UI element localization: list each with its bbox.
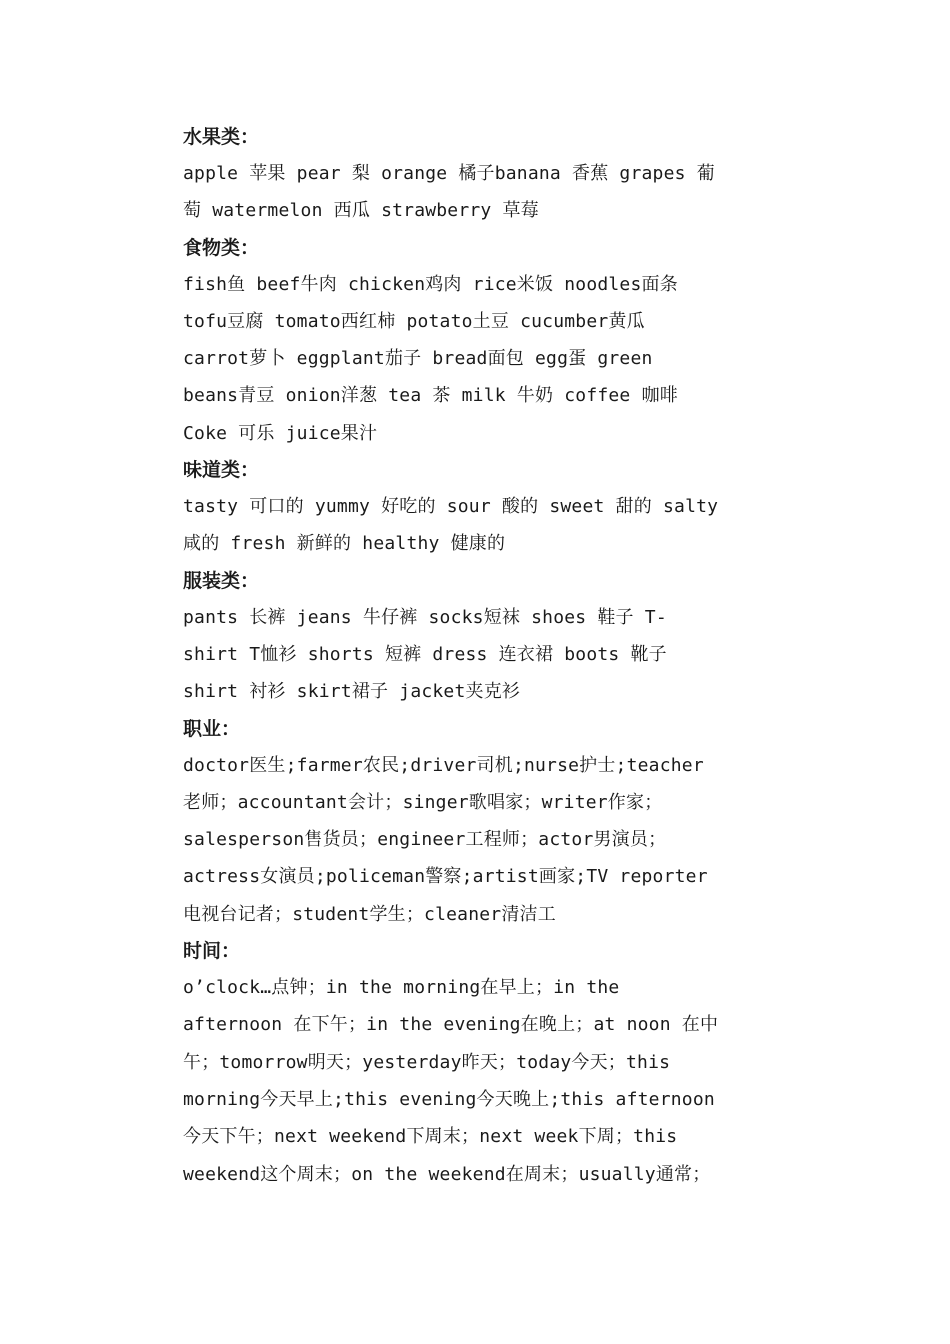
section-occupations xyxy=(183,711,773,933)
section-time xyxy=(183,933,773,1193)
section-clothing xyxy=(183,563,773,711)
text-line: pants 长裤 jeans 牛仔裤 socks短袜 shoes 鞋子 T- xyxy=(183,606,667,628)
text-line: beans青豆 onion洋葱 tea 茶 milk 牛奶 coffee 咖啡 xyxy=(183,385,678,407)
section-fruits xyxy=(183,119,773,230)
text-line: morning今天早上;this evening今天晚上;this afternoon xyxy=(183,1088,715,1110)
text-line: 咸的 fresh 新鲜的 healthy 健康的 xyxy=(183,533,506,555)
section-tastes xyxy=(183,452,773,563)
section-heading: 食物类： xyxy=(183,236,260,259)
text-line: 午；tomorrow明天；yesterday昨天；today今天；this xyxy=(183,1051,671,1073)
text-line: Coke 可乐 juice果汁 xyxy=(183,422,378,444)
text-line: fish鱼 beef牛肉 chicken鸡肉 rice米饭 noodles面条 xyxy=(183,273,678,295)
text-line: weekend这个周末；on the weekend在周末；usually通常； xyxy=(183,1163,711,1185)
section-heading: 职业： xyxy=(183,717,241,740)
text-line: actress女演员;policeman警察;artist画家;TV reporter xyxy=(183,866,708,888)
text-line: shirt 衬衫 skirt裙子 jacket夹克衫 xyxy=(183,681,521,703)
section-heading: 服装类： xyxy=(183,569,260,592)
text-line: shirt T恤衫 shorts 短裤 dress 连衣裙 boots 靴子 xyxy=(183,643,667,665)
section-food xyxy=(183,230,773,452)
section-heading: 味道类： xyxy=(183,459,260,482)
text-line: tofu豆腐 tomato西红柿 potato土豆 cucumber黄瓜 xyxy=(183,310,645,332)
document-page xyxy=(183,119,773,1193)
text-line: 电视台记者；student学生；cleaner清洁工 xyxy=(183,903,556,925)
text-line: salesperson售货员；engineer工程师；actor男演员； xyxy=(183,829,667,851)
text-line: 老师；accountant会计；singer歌唱家；writer作家； xyxy=(183,791,663,813)
text-line: apple 苹果 pear 梨 orange 橘子banana 香蕉 grapes 葡 xyxy=(183,163,715,184)
section-heading: 时间： xyxy=(183,940,241,963)
text-line: 萄 watermelon 西瓜 strawberry 草莓 xyxy=(183,200,539,222)
text-line: carrot萝卜 eggplant茄子 bread面包 egg蛋 green xyxy=(183,348,653,370)
section-heading: 水果类： xyxy=(183,126,260,148)
text-line: doctor医生;farmer农民;driver司机;nurse护士;teacher xyxy=(183,754,704,776)
text-line: o’clock…点钟；in the morning在早上；in the xyxy=(183,977,620,999)
text-line: afternoon 在下午；in the evening在晚上；at noon 在中 xyxy=(183,1014,719,1036)
text-line: tasty 可口的 yummy 好吃的 sour 酸的 sweet 甜的 salty xyxy=(183,496,719,518)
text-line: 今天下午；next weekend下周末；next week下周；this xyxy=(183,1126,678,1148)
